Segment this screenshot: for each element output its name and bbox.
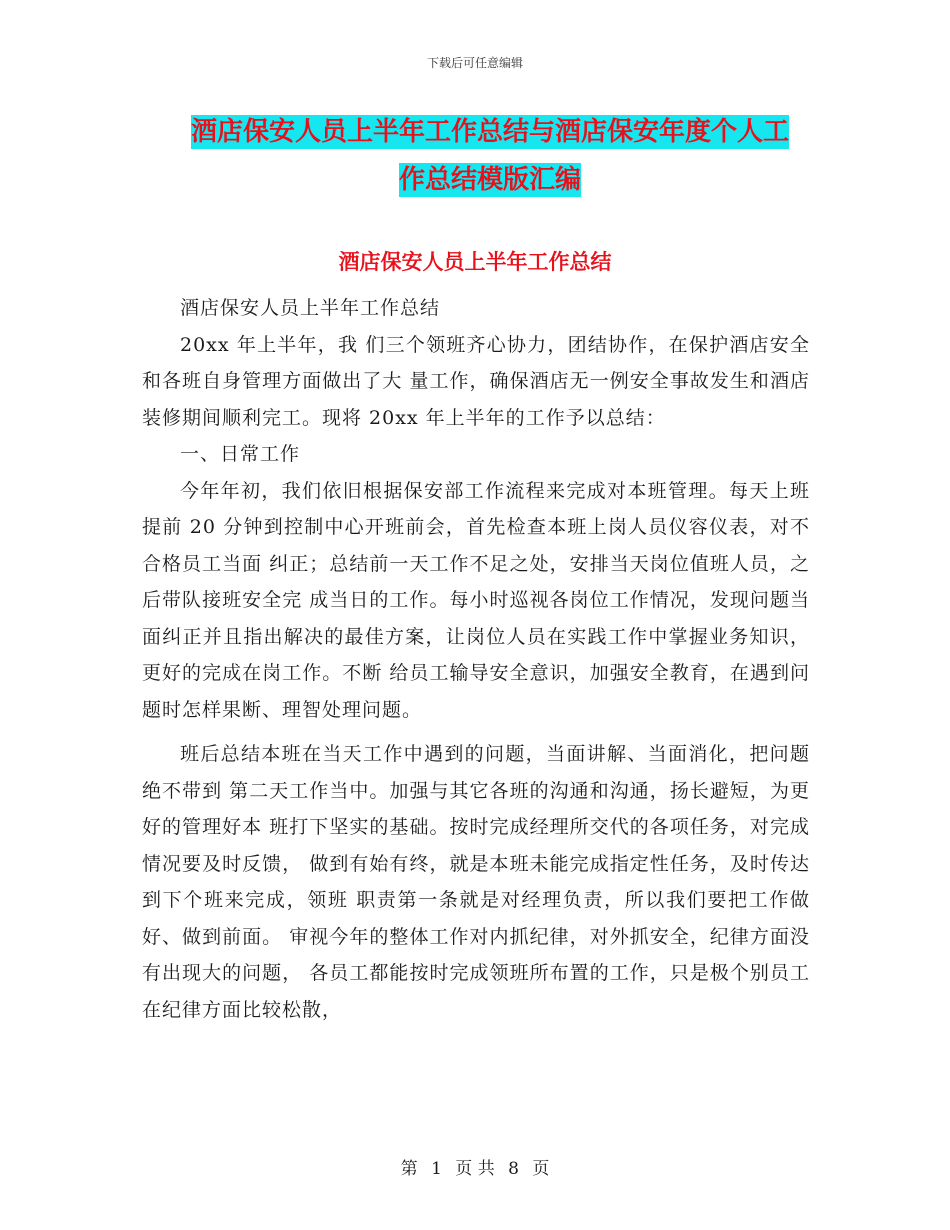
footer-label-prefix: 第 [400, 1159, 418, 1179]
footer-label-suffix: 页 [532, 1159, 550, 1179]
paragraph: 班后总结本班在当天工作中遇到的问题，当面讲解、当面消化，把问题绝不带到 第二天工作当中。加强与其它各班的沟通和沟通，扬长避短，为更好的管理好本 班打下坚实的基础。按时完成经理所交代的各项任务，对完成情况要及时反馈， 做到有始有终，就是本班未能完成指定性任务，及时传达到下个班来完成，领班 职责第一条就是对经理负责，所以我们要把工作做好、做到前面。 审视今年的整体工作对内抓纪律，对外抓安全，纪律方面没有出现大的问题， 各员工都能按时完成领班所布置的工作，只是极个别员工在纪律方面比较松散， [142, 743, 810, 1021]
paragraph: 20xx 年上半年，我 们三个领班齐心协力，团结协作，在保护酒店安全和各班自身管理方面做出了大 量工作，确保酒店无一例安全事故发生和酒店装修期间顺利完工。现将 20xx 年上半年的工作予以总结： [142, 333, 810, 429]
page-footer [0, 1154, 950, 1179]
document-title-line2: 作总结模版汇编 [398, 165, 581, 195]
footer-page-total: 8 [508, 1159, 519, 1179]
document-title-line1: 酒店保安人员上半年工作总结与酒店保安年度个人工 [190, 117, 789, 147]
paragraph: 今年年初，我们依旧根据保安部工作流程来完成对本班管理。每天上班提前 20 分钟到控制中心开班前会，首先检查本班上岗人员仪容仪表，对不合格员工当面 纠正；总结前一天工作不足之处，安排当天岗位值班人员，之后带队接班安全完 成当日的工作。每小时巡视各岗位工作情况，发现问题当面纠正并且指出解决的最佳方案，让岗位人员在实践工作中掌握业务知识，更好的完成在岗工作。不断 给员工输导安全意识，加强安全教育，在遇到问题时怎样果断、理智处理问题。 [142, 479, 810, 721]
footer-page-current: 1 [431, 1159, 442, 1179]
paragraph: 酒店保安人员上半年工作总结 [180, 297, 441, 319]
footer-label-mid: 页 共 [455, 1159, 495, 1179]
page-header-note: 下载后可任意编辑 [426, 56, 523, 70]
document-body [142, 290, 810, 1028]
paragraph-heading: 一、日常工作 [180, 443, 301, 465]
section-title: 酒店保安人员上半年工作总结 [338, 250, 612, 274]
document-title [180, 108, 800, 204]
